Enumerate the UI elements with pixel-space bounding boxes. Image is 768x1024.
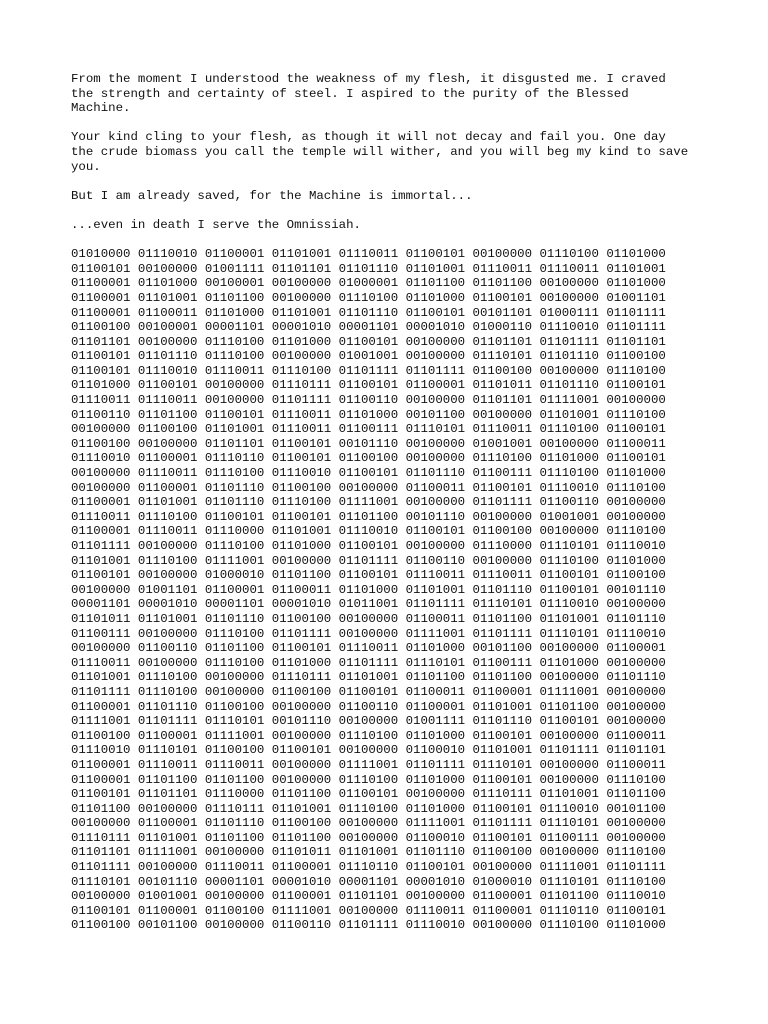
binary-line: 00100000 01100110 01101100 01100101 01110011 01101000 00101100 00100000 01100001 bbox=[71, 641, 666, 656]
binary-line: 01100001 01100011 01101000 01101001 01101110 01100101 00101101 01000111 01101111 bbox=[71, 305, 666, 320]
binary-line: 01110011 01110011 00100000 01101111 01100110 00100000 01101101 01111001 00100000 bbox=[71, 393, 666, 408]
binary-line: 01101101 01111001 00100000 01101011 01101001 01101110 01100100 00100000 01110100 bbox=[71, 845, 666, 860]
binary-line: 00001101 00001010 00001101 00001010 01011001 01101111 01110101 01110010 00100000 bbox=[71, 597, 666, 612]
binary-line: 01101011 01101001 01101110 01100100 00100000 01100011 01101100 01101001 01101110 bbox=[71, 611, 666, 626]
binary-text-block bbox=[71, 247, 731, 933]
binary-line: 00100000 01100001 01101110 01100100 00100000 01111001 01101111 01110101 00100000 bbox=[71, 816, 666, 831]
binary-line: 01100001 01110011 01110000 01101001 01110010 01100101 01100100 00100000 01110100 bbox=[71, 524, 666, 539]
binary-line: 01101100 00100000 01110111 01101001 01110100 01101000 01100101 01110010 00101100 bbox=[71, 801, 666, 816]
binary-line: 01110011 00100000 01110100 01101000 01101111 01110101 01100111 01101000 00100000 bbox=[71, 655, 666, 670]
binary-line: 01101001 01110100 00100000 01110111 01101001 01101100 01101100 00100000 01101110 bbox=[71, 670, 666, 685]
binary-line: 01100001 01101100 01101100 00100000 01110100 01101000 01100101 00100000 01110100 bbox=[71, 772, 666, 787]
binary-line: 01100100 00101100 00100000 01100110 01101111 01110010 00100000 01110100 01101000 bbox=[71, 918, 666, 933]
binary-line: 01100101 01100001 01100100 01111001 00100000 01110011 01100001 01110110 01100101 bbox=[71, 903, 666, 918]
binary-line: 01110011 01110100 01100101 01100101 01101100 00101110 00100000 01001001 00100000 bbox=[71, 509, 666, 524]
binary-line: 01100101 01110010 01110011 01110100 01101111 01101111 01100100 00100000 01110100 bbox=[71, 363, 666, 378]
binary-line: 01100001 01101110 01100100 00100000 01100110 01100001 01101001 01101100 00100000 bbox=[71, 699, 666, 714]
binary-line: 01100101 00100000 01001111 01101101 01101110 01101001 01110011 01110011 01101001 bbox=[71, 261, 666, 276]
binary-line: 01110111 01101001 01101100 01101100 00100000 01100010 01100101 01100111 00100000 bbox=[71, 830, 666, 845]
binary-line: 01010000 01110010 01100001 01101001 01110011 01100101 00100000 01110100 01101000 bbox=[71, 247, 666, 262]
binary-line: 01111001 01101111 01110101 00101110 00100000 01001111 01101110 01100101 00100000 bbox=[71, 714, 666, 729]
binary-line: 00100000 01100100 01101001 01110011 01100111 01110101 01110011 01110100 01100101 bbox=[71, 422, 666, 437]
binary-line: 01100100 00100000 01101101 01100101 00101110 00100000 01001001 00100000 01100011 bbox=[71, 436, 666, 451]
paragraph-flesh: From the moment I understood the weakness of my flesh, it disgusted me. I craved the strength and certainty of steel. I aspired to the purity of the Blessed Machine. bbox=[71, 72, 666, 116]
binary-line: 01100001 01101001 01101100 00100000 01110100 01101000 01100101 00100000 01001101 bbox=[71, 290, 666, 305]
binary-line: 01100001 01101000 00100001 00100000 01000001 01101100 01101100 00100000 01101000 bbox=[71, 276, 666, 291]
binary-line: 00100000 01110011 01110100 01110010 01100101 01101110 01100111 01110100 01101000 bbox=[71, 466, 666, 481]
binary-line: 01110101 00101110 00001101 00001010 00001101 00001010 01000010 01110101 01110100 bbox=[71, 874, 666, 889]
binary-line: 00100000 01001001 00100000 01100001 01101101 00100000 01100001 01101100 01110010 bbox=[71, 889, 666, 904]
paragraph-already-saved: But I am already saved, for the Machine is immortal... bbox=[71, 188, 473, 203]
binary-line: 01101111 00100000 01110100 01101000 01100101 00100000 01110000 01110101 01110010 bbox=[71, 539, 666, 553]
binary-line: 01100111 00100000 01110100 01101111 00100000 01111001 01101111 01110101 01110010 bbox=[71, 626, 666, 641]
binary-line: 01110010 01100001 01110110 01100101 01100100 00100000 01110100 01101000 01100101 bbox=[71, 451, 666, 466]
paragraph-omnissiah: ...even in death I serve the Omnissiah. bbox=[71, 217, 361, 232]
paragraph-your-kind: Your kind cling to your flesh, as though it will not decay and fail you. One day the crude biomass you call the temple will wither, and you will beg my kind to save you. bbox=[71, 130, 689, 174]
binary-line: 01100001 01101001 01101110 01110100 01111001 00100000 01101111 01100110 00100000 bbox=[71, 495, 666, 510]
binary-line: 01101101 00100000 01110100 01101000 01100101 00100000 01101101 01101111 01101101 bbox=[71, 334, 666, 349]
binary-line: 01100101 00100000 01000010 01101100 01100101 01110011 01110011 01100101 01100100 bbox=[71, 568, 666, 583]
document-page bbox=[71, 72, 731, 933]
binary-line: 01100110 01101100 01100101 01110011 01101000 00101100 00100000 01101001 01110100 bbox=[71, 407, 666, 422]
binary-line: 01101111 00100000 01110011 01100001 01110110 01100101 00100000 01111001 01101111 bbox=[71, 860, 666, 875]
binary-line: 01101001 01110100 01111001 00100000 01101111 01100110 00100000 01110100 01101000 bbox=[71, 553, 666, 568]
binary-line: 00100000 01001101 01100001 01100011 01101000 01101001 01101110 01100101 00101110 bbox=[71, 582, 666, 597]
binary-line: 01101111 01110100 00100000 01100100 01100101 01100011 01100001 01111001 00100000 bbox=[71, 684, 666, 699]
binary-line: 00100000 01100001 01101110 01100100 00100000 01100011 01100101 01110010 01110100 bbox=[71, 480, 666, 495]
binary-line: 01110010 01110101 01100100 01100101 00100000 01100010 01101001 01101111 01101101 bbox=[71, 743, 666, 758]
binary-line: 01100101 01101101 01110000 01101100 01100101 00100000 01110111 01101001 01101100 bbox=[71, 787, 666, 802]
binary-line: 01100100 01100001 01111001 00100000 01110100 01101000 01100101 00100000 01100011 bbox=[71, 728, 666, 743]
binary-line: 01100001 01110011 01110011 00100000 01111001 01101111 01110101 00100000 01100011 bbox=[71, 757, 666, 772]
binary-line: 01100100 00100001 00001101 00001010 00001101 00001010 01000110 01110010 01101111 bbox=[71, 320, 666, 335]
binary-line: 01100101 01101110 01110100 00100000 01001001 00100000 01110101 01101110 01100100 bbox=[71, 349, 666, 364]
binary-line: 01101000 01100101 00100000 01110111 01100101 01100001 01101011 01101110 01100101 bbox=[71, 378, 666, 393]
